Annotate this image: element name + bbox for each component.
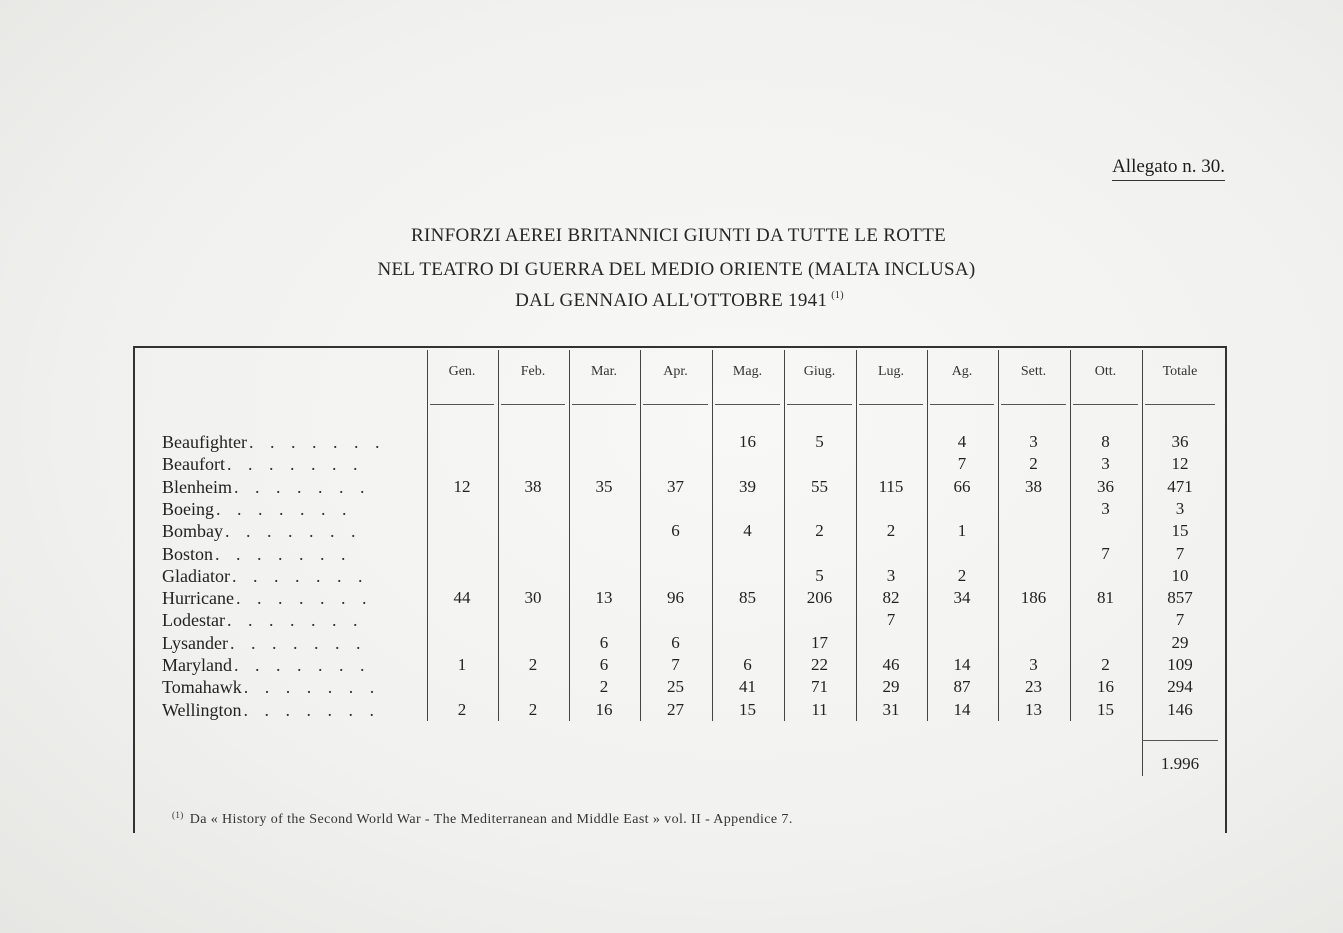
table-cell: 7 <box>957 454 967 473</box>
header-rule <box>1145 404 1215 405</box>
aircraft-row-label <box>162 588 402 610</box>
aircraft-row-label <box>162 566 402 588</box>
leader-dots: . . . . . . . <box>233 655 371 675</box>
aircraft-name: Bombay <box>162 521 223 541</box>
table-cell: 2 <box>599 677 609 696</box>
header-rule <box>930 404 994 405</box>
aircraft-name: Gladiator <box>162 566 230 586</box>
table-cell: 4 <box>957 432 967 451</box>
table-cell: 38 <box>1025 477 1042 496</box>
table-cell: 13 <box>1025 700 1042 719</box>
header-rule <box>1073 404 1138 405</box>
table-cell: 3 <box>886 566 896 585</box>
table-cell: 1 <box>957 521 967 540</box>
aircraft-row-label <box>162 432 402 454</box>
footnote-text: Da « History of the Second World War - The Mediterranean and Middle East » vol. II - Appendice 7. <box>189 812 793 827</box>
table-cell: 3 <box>1101 499 1110 518</box>
leader-dots: . . . . . . . <box>243 677 381 697</box>
aircraft-row-label <box>162 677 402 699</box>
row-total-cell: 7 <box>1175 610 1185 629</box>
table-cell: 82 <box>882 588 900 607</box>
table-cell: 55 <box>811 477 828 496</box>
table-cell: 16 <box>595 700 613 719</box>
table-cell: 7 <box>671 655 680 674</box>
table-cell: 16 <box>1097 677 1114 696</box>
footnote-mark: (1) <box>172 810 184 820</box>
row-total-cell: 12 <box>1171 454 1189 473</box>
aircraft-row-label <box>162 700 402 722</box>
header-rule <box>715 404 780 405</box>
table-cell: 22 <box>811 655 828 674</box>
table-right-border <box>1225 346 1227 833</box>
row-total-cell: 3 <box>1175 499 1185 518</box>
header-rule <box>787 404 852 405</box>
row-total-cell: 29 <box>1171 633 1189 652</box>
table-cell: 27 <box>667 700 684 719</box>
table-cell: 2 <box>957 566 967 585</box>
column-header: Mag. <box>732 364 763 379</box>
column-header: Ag. <box>951 364 973 379</box>
title-line-3 <box>8 290 1343 312</box>
row-total-cell: 15 <box>1171 521 1189 540</box>
column-header: Gen. <box>448 364 476 379</box>
column-header: Mar. <box>590 364 618 379</box>
column-header: Feb. <box>520 364 546 379</box>
header-rule <box>643 404 708 405</box>
aircraft-row-label <box>162 521 402 543</box>
table-cell: 115 <box>878 477 904 496</box>
table-cell: 41 <box>739 677 756 696</box>
row-total-cell: 10 <box>1171 566 1189 585</box>
table-cell: 14 <box>953 700 971 719</box>
aircraft-name: Tomahawk <box>162 677 242 697</box>
aircraft-row-label <box>162 544 402 566</box>
leader-dots: . . . . . . . <box>248 432 386 452</box>
annex-number: Allegato n. 30. <box>1112 156 1225 181</box>
row-total-cell: 146 <box>1167 700 1193 719</box>
aircraft-name: Lysander <box>162 633 228 653</box>
table-cell: 44 <box>453 588 471 607</box>
grand-total: 1.996 <box>1160 754 1200 773</box>
table-cell: 16 <box>739 432 756 451</box>
table-cell: 71 <box>811 677 828 696</box>
table-cell: 2 <box>457 700 467 719</box>
table-cell: 81 <box>1097 588 1114 607</box>
table-cell: 17 <box>811 633 828 652</box>
table-cell: 4 <box>743 521 752 540</box>
table-cell: 34 <box>953 588 971 607</box>
table-cell: 39 <box>739 477 756 496</box>
table-cell: 31 <box>882 700 900 719</box>
table-cell: 37 <box>667 477 684 496</box>
aircraft-name: Boeing <box>162 499 214 519</box>
table-cell: 85 <box>739 588 756 607</box>
table-cell: 3 <box>1029 432 1038 451</box>
title-line-2: NEL TEATRO DI GUERRA DEL MEDIO ORIENTE (MALTA INCLUSA) <box>377 259 976 280</box>
aircraft-row-label <box>162 633 402 655</box>
table-cell: 186 <box>1020 588 1047 607</box>
aircraft-row-label <box>162 477 402 499</box>
footnote <box>172 810 793 828</box>
aircraft-name: Wellington <box>162 700 242 720</box>
leader-dots: . . . . . . . <box>235 588 373 608</box>
table-cell: 206 <box>806 588 833 607</box>
row-total-cell: 471 <box>1167 477 1193 496</box>
header-rule <box>572 404 636 405</box>
table-cell: 87 <box>953 677 971 696</box>
aircraft-name: Boston <box>162 544 214 564</box>
aircraft-row-label <box>162 499 402 521</box>
table-cell: 15 <box>739 700 756 719</box>
row-total-cell: 857 <box>1167 588 1193 607</box>
column-header: Giug. <box>803 364 836 379</box>
aircraft-name: Beaufort <box>162 454 225 474</box>
table-cell: 6 <box>599 633 609 652</box>
aircraft-row-label <box>162 610 402 632</box>
table-cell: 6 <box>743 655 752 674</box>
header-rule <box>1001 404 1066 405</box>
table-cell: 2 <box>528 700 538 719</box>
leader-dots: . . . . . . . <box>216 499 353 519</box>
table-cell: 2 <box>1029 454 1038 473</box>
column-header: Apr. <box>663 364 688 379</box>
leader-dots: . . . . . . . <box>226 454 364 474</box>
table-cell: 2 <box>886 521 896 540</box>
aircraft-name: Beaufighter <box>162 432 247 452</box>
aircraft-name: Maryland <box>162 655 232 675</box>
table-cell: 5 <box>815 432 824 451</box>
table-cell: 3 <box>1101 454 1110 473</box>
table-cell: 36 <box>1097 477 1114 496</box>
table-cell: 5 <box>815 566 824 585</box>
row-total-cell: 109 <box>1167 655 1193 674</box>
aircraft-name: Lodestar <box>162 610 225 630</box>
header-rule <box>859 404 923 405</box>
leader-dots: . . . . . . . <box>226 610 364 630</box>
table-cell: 2 <box>815 521 824 540</box>
aircraft-row-label <box>162 655 402 677</box>
column-header: Sett. <box>1020 364 1047 379</box>
header-rule <box>501 404 565 405</box>
leader-dots: . . . . . . . <box>225 521 362 541</box>
column-header: Lug. <box>877 364 905 379</box>
title-line-3-text: DAL GENNAIO ALL'OTTOBRE 1941 <box>515 290 828 311</box>
table-cell: 66 <box>953 477 971 496</box>
table-cell: 6 <box>671 521 680 540</box>
aircraft-row-label <box>162 454 402 476</box>
grand-total-rule <box>1142 740 1218 741</box>
row-total-cell: 36 <box>1171 432 1189 451</box>
table-cell: 15 <box>1097 700 1114 719</box>
table-left-border <box>133 346 135 833</box>
table-cell: 11 <box>811 700 828 719</box>
table-cell: 14 <box>953 655 971 674</box>
table-cell: 8 <box>1101 432 1110 451</box>
table-cell: 38 <box>524 477 542 496</box>
header-rule <box>430 404 494 405</box>
table-cell: 2 <box>528 655 538 674</box>
table-cell: 13 <box>595 588 613 607</box>
leader-dots: . . . . . . . <box>229 633 367 653</box>
leader-dots: . . . . . . . <box>234 477 371 497</box>
table-cell: 35 <box>595 477 613 496</box>
table-cell: 7 <box>1101 544 1110 563</box>
aircraft-name: Blenheim <box>162 477 232 497</box>
table-cell: 6 <box>599 655 609 674</box>
leader-dots: . . . . . . . <box>231 566 369 586</box>
row-total-cell: 294 <box>1167 677 1193 696</box>
aircraft-name: Hurricane <box>162 588 234 608</box>
row-total-cell: 7 <box>1175 544 1185 563</box>
table-cell: 30 <box>524 588 542 607</box>
title-footnote-mark: (1) <box>831 290 844 301</box>
table-cell: 29 <box>882 677 900 696</box>
table-cell: 46 <box>882 655 900 674</box>
title-line-1: RINFORZI AEREI BRITANNICI GIUNTI DA TUTTE LE ROTTE <box>410 225 947 246</box>
column-header: Totale <box>1162 364 1198 379</box>
leader-dots: . . . . . . . <box>215 544 352 564</box>
table-cell: 23 <box>1025 677 1042 696</box>
table-cell: 25 <box>667 677 684 696</box>
table-cell: 7 <box>886 610 896 629</box>
table-cell: 6 <box>671 633 680 652</box>
table-cell: 3 <box>1029 655 1038 674</box>
leader-dots: . . . . . . . <box>243 700 381 720</box>
column-header: Ott. <box>1094 364 1117 379</box>
table-top-border <box>133 346 1227 348</box>
table-cell: 1 <box>457 655 467 674</box>
table-cell: 96 <box>667 588 684 607</box>
table-cell: 2 <box>1101 655 1110 674</box>
table-cell: 12 <box>453 477 471 496</box>
